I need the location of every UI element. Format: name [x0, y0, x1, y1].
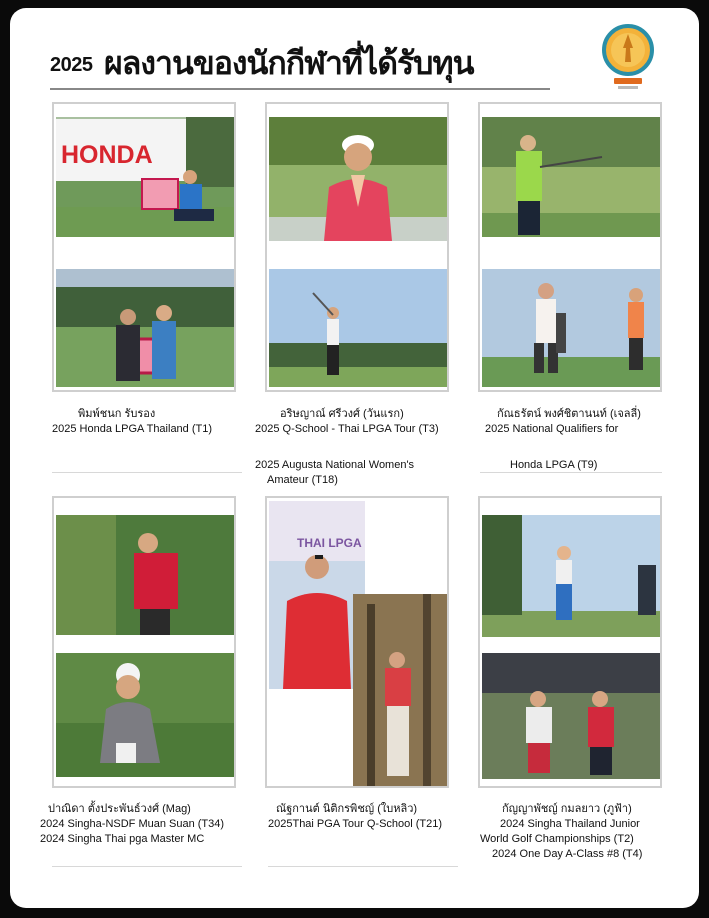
- athlete-1-result-1: 2025 Honda LPGA Thailand (T1): [52, 423, 213, 435]
- athlete-4-caption: [40, 802, 260, 847]
- athlete-card-2: [265, 102, 449, 392]
- photo-with-family: [56, 269, 234, 387]
- athlete-6-result-1: 2024 Singha Thailand Junior: [500, 818, 640, 830]
- backdrop-sign-text: THAI LPGA: [297, 536, 362, 550]
- photo-swing-blue-sky: [482, 515, 660, 637]
- athlete-2-extra-2: Amateur (T18): [267, 474, 338, 486]
- athlete-3-caption: [485, 407, 685, 437]
- athlete-1-caption: [52, 407, 252, 437]
- title-year: 2025: [50, 54, 93, 76]
- athlete-6-result-3: 2024 One Day A-Class #8 (T4): [492, 848, 643, 860]
- photo-forest-swing: [353, 594, 447, 786]
- document-page: [10, 8, 699, 908]
- divider: [52, 472, 242, 473]
- athlete-2-name: อริษญาณ์ ศรีวงศ์ (วันแรก): [280, 408, 404, 420]
- athlete-card-1: [52, 102, 236, 392]
- photo-iron-swing: [56, 515, 234, 635]
- athlete-3-extra: [510, 458, 670, 473]
- athlete-3-extra-1: Honda LPGA (T9): [510, 459, 598, 471]
- photo-trophy-honda: [56, 117, 234, 237]
- athlete-4-result-2: 2024 Singha Thai pga Master MC: [40, 833, 205, 845]
- athlete-card-3: [478, 102, 662, 392]
- photo-crowd-walk: [482, 653, 660, 779]
- athlete-6-name: กัญญาพัชญ์ กมลยาว (ภูฟ้า): [502, 803, 632, 815]
- athlete-2-extra: [255, 458, 475, 488]
- athlete-6-caption: [480, 802, 680, 862]
- photo-thai-lpga-backdrop: [269, 501, 365, 689]
- photo-driving-swing: [269, 269, 447, 387]
- athlete-4-result-1: 2024 Singha-NSDF Muan Suan (T34): [40, 818, 225, 830]
- athlete-card-6: [478, 496, 662, 788]
- athlete-card-5: [265, 496, 449, 788]
- athlete-5-name: ณัฐกานต์ นิติกรพิชญ์ (ใบหลิว): [276, 803, 418, 815]
- athlete-5-caption: [268, 802, 468, 832]
- athlete-card-4: [52, 496, 236, 788]
- photo-walking-caddie: [482, 269, 660, 387]
- sponsor-banner-text: HONDA: [61, 141, 153, 169]
- athlete-2-caption: [255, 407, 485, 437]
- athlete-6-result-2: World Golf Championships (T2): [480, 833, 634, 845]
- title-text: ผลงานของนักกีฬาที่ได้รับทุน: [104, 44, 474, 82]
- athlete-3-name: กัณธรัตน์ พงศ์ชิตานนท์ (เจลลี่): [497, 408, 641, 420]
- divider: [52, 866, 242, 867]
- athlete-1-name: พิมพ์ชนก รับรอง: [78, 408, 156, 420]
- photo-follow-through: [482, 117, 660, 237]
- photo-wai-greeting: [269, 117, 447, 241]
- athlete-3-result-1: 2025 National Qualifiers for: [485, 423, 619, 435]
- athlete-4-name: ปาณิดา ตั้งประพันธ์วงศ์ (Mag): [48, 803, 191, 815]
- title-divider: [50, 88, 550, 90]
- divider: [268, 866, 458, 867]
- athlete-5-result-1: 2025Thai PGA Tour Q-School (T21): [268, 818, 443, 830]
- athlete-2-extra-1: 2025 Augusta National Women's: [255, 459, 415, 471]
- athlete-2-result-1: 2025 Q-School - Thai LPGA Tour (T3): [255, 423, 439, 435]
- foundation-logo: [600, 22, 656, 96]
- photo-close-up: [56, 653, 234, 777]
